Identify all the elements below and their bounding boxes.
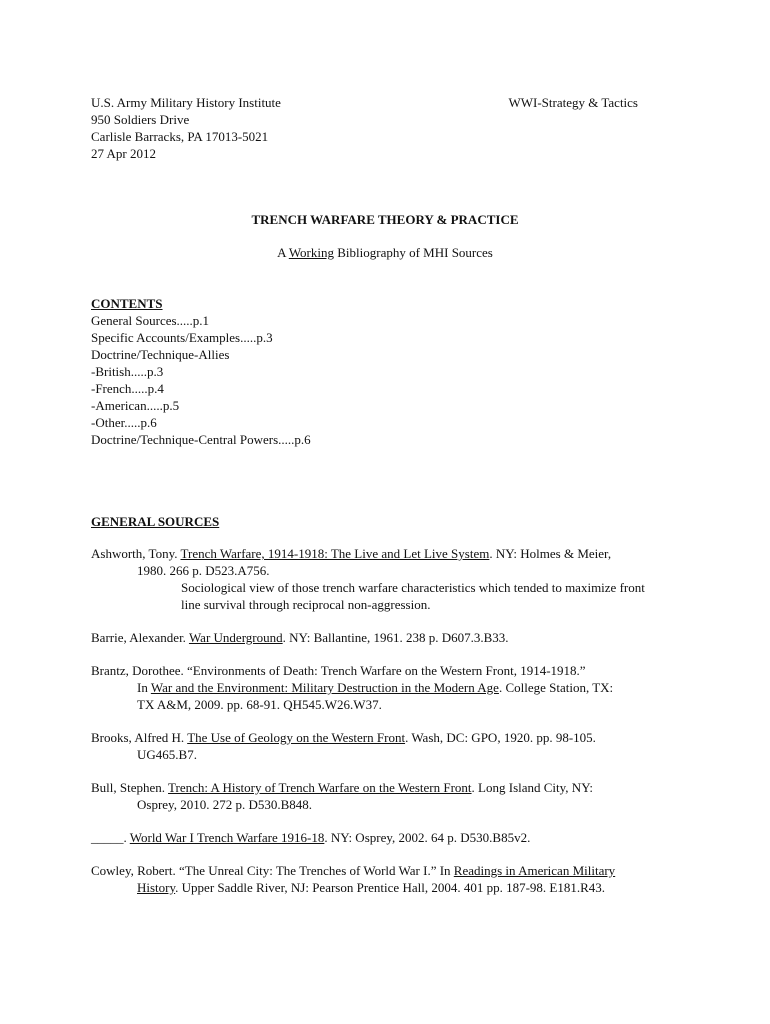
entry-text: . Long Island City, NY:: [471, 780, 594, 795]
contents-item: Doctrine/Technique-Allies: [91, 347, 230, 362]
entry-text: . Wash, DC: GPO, 1920. pp. 98-105.: [405, 730, 596, 745]
contents-item: -Other.....p.6: [91, 415, 157, 430]
entry-continuation: UG465.B7.: [137, 747, 197, 762]
entry-continuation: Osprey, 2010. 272 p. D530.B848.: [137, 797, 313, 812]
topic-label: WWI-Strategy & Tactics: [508, 95, 638, 110]
entry-text: Bull, Stephen.: [91, 780, 169, 795]
entry-continuation: TX A&M, 2009. pp. 68-91. QH545.W26.W37.: [137, 697, 382, 712]
street-address: 950 Soldiers Drive: [91, 112, 190, 127]
address-block: [91, 94, 281, 162]
entry-line: [91, 779, 681, 796]
entry-continuation: [91, 679, 681, 696]
contents-item: Doctrine/Technique-Central Powers.....p.6: [91, 432, 311, 447]
bibliography-entry: [91, 729, 681, 763]
general-sources-heading: [91, 513, 219, 530]
entry-title: History: [137, 880, 176, 895]
page-subtitle: [0, 244, 770, 261]
entry-line: [91, 829, 681, 846]
bibliography-entry: [91, 779, 681, 813]
bibliography-entry: [91, 629, 681, 646]
bibliography-entry: [91, 545, 681, 613]
institute-name: U.S. Army Military History Institute: [91, 95, 281, 110]
entry-text: . College Station, TX:: [498, 680, 614, 695]
bibliography-list: [91, 545, 681, 912]
subtitle-prefix: A: [277, 245, 289, 260]
bibliography-entry: [91, 662, 681, 713]
entry-annotation: Sociological view of those trench warfare characteristics which tended to maximize front: [181, 580, 645, 595]
entry-text: Barrie, Alexander.: [91, 630, 189, 645]
document-date: 27 Apr 2012: [91, 146, 156, 161]
entry-text: . NY: Osprey, 2002. 64 p. D530.B85v2.: [324, 830, 531, 845]
entry-continuation: 1980. 266 p. D523.A756.: [137, 563, 270, 578]
entry-line: Brantz, Dorothee. “Environments of Death: Trench Warfare on the Western Front, 1914-1918.”: [91, 663, 586, 678]
contents-item: -British.....p.3: [91, 364, 164, 379]
subtitle-underlined: Working: [288, 245, 334, 260]
entry-title: Readings in American Military: [453, 863, 616, 878]
entry-text: Brooks, Alfred H.: [91, 730, 188, 745]
entry-title: War and the Environment: Military Destruction in the Modern Age: [150, 680, 499, 695]
entry-text: Cowley, Robert. “The Unreal City: The Trenches of World War I.” In: [91, 863, 454, 878]
entry-line: [91, 729, 681, 746]
contents-item: -American.....p.5: [91, 398, 180, 413]
entry-title: The Use of Geology on the Western Front: [187, 730, 406, 745]
entry-text: . NY: Ballantine, 1961. 238 p. D607.3.B33.: [282, 630, 509, 645]
entry-title: Trench: A History of Trench Warfare on the Western Front: [168, 780, 472, 795]
general-sources-heading-text: GENERAL SOURCES: [91, 514, 220, 529]
entry-title: Trench Warfare, 1914-1918: The Live and Let Live System: [180, 546, 490, 561]
entry-text: In: [137, 680, 151, 695]
contents-item: -French.....p.4: [91, 381, 164, 396]
bibliography-entry: [91, 862, 681, 896]
subtitle-suffix: Bibliography of MHI Sources: [333, 245, 493, 260]
entry-text: Ashworth, Tony.: [91, 546, 181, 561]
entry-title: War Underground: [188, 630, 283, 645]
city-state-zip: Carlisle Barracks, PA 17013-5021: [91, 129, 269, 144]
entry-continuation: [91, 879, 681, 896]
entry-text: . Upper Saddle River, NJ: Pearson Prentice Hall, 2004. 401 pp. 187-98. E181.R43.: [175, 880, 606, 895]
contents-heading: CONTENTS: [91, 296, 163, 311]
contents-item: General Sources.....p.1: [91, 313, 210, 328]
entry-line: [91, 545, 681, 562]
entry-text: . NY: Holmes & Meier,: [489, 546, 612, 561]
bibliography-entry: [91, 829, 681, 846]
entry-text: _____.: [91, 830, 130, 845]
entry-line: [91, 862, 681, 879]
table-of-contents: [91, 295, 311, 448]
entry-annotation: line survival through reciprocal non-aggression.: [181, 597, 431, 612]
entry-title: World War I Trench Warfare 1916-18: [129, 830, 325, 845]
page-title: TRENCH WARFARE THEORY & PRACTICE: [251, 212, 519, 227]
contents-item: Specific Accounts/Examples.....p.3: [91, 330, 273, 345]
entry-line: [91, 629, 681, 646]
